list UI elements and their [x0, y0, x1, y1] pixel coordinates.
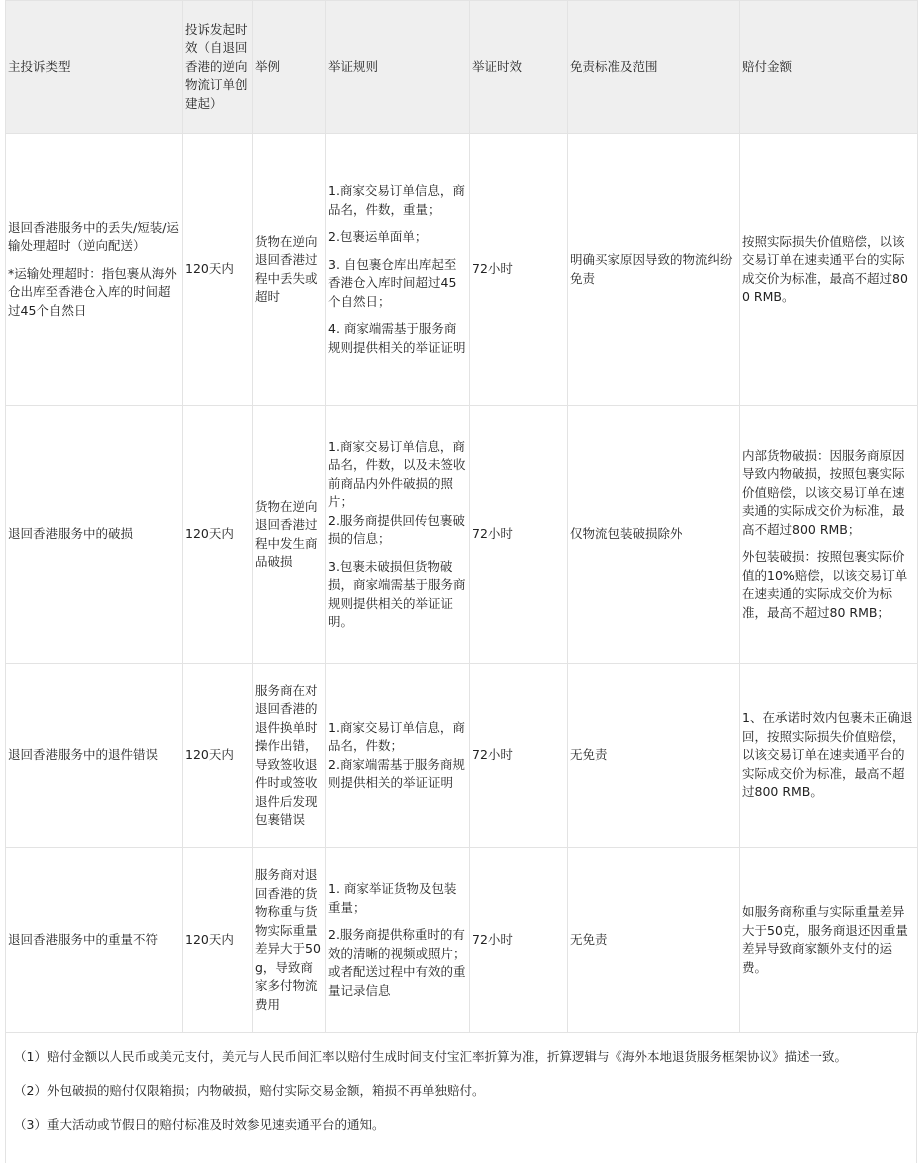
amount-cell	[740, 848, 918, 1033]
cell-paragraph: 退回香港服务中的重量不符	[8, 931, 159, 947]
example-cell: 货物在逆向退回香港过程中丢失或超时	[253, 134, 326, 406]
exemption-cell: 无免责	[568, 664, 740, 848]
header-cell: 免责标准及范围	[568, 1, 740, 134]
cell-paragraph: 如服务商称重与实际重量差异大于50克，服务商退还因重量差异导致商家额外支付的运费。	[742, 904, 908, 975]
example-cell: 服务商对退回香港的货物称重与货物实际重量差异大于50g，导致商家多付物流费用	[253, 848, 326, 1033]
notes-section	[5, 1032, 917, 1163]
table-row	[6, 664, 918, 848]
evidence-cell	[326, 134, 470, 406]
amount-cell	[740, 134, 918, 406]
exemption-cell: 仅物流包装破损除外	[568, 406, 740, 664]
evidence-time-cell: 72小时	[470, 134, 568, 406]
header-cell: 赔付金额	[740, 1, 918, 134]
complaint-type-cell	[6, 134, 183, 406]
evidence-time-cell: 72小时	[470, 664, 568, 848]
cell-paragraph: 按照实际损失价值赔偿，以该交易订单在速卖通平台的实际成交价为标准，最高不超过800 RMB。	[742, 233, 908, 304]
note-item: （3）重大活动或节假日的赔付标准及时效参见速卖通平台的通知。	[14, 1117, 385, 1132]
time-limit-cell: 120天内	[183, 664, 253, 848]
exemption-cell: 无免责	[568, 848, 740, 1033]
cell-paragraph: 1.商家交易订单信息，商品名，件数； 2.商家端需基于服务商规则提供相关的举证证明	[328, 719, 465, 790]
header-cell: 投诉发起时效（自退回香港的逆向物流订单创建起）	[183, 1, 253, 134]
cell-paragraph: 3. 自包裹仓库出库起至香港仓入库时间超过45个自然日；	[328, 256, 457, 309]
cell-paragraph: 1.商家交易订单信息，商品名，件数，以及未签收前商品内外件破损的照片；	[328, 438, 466, 509]
time-limit-cell: 120天内	[183, 848, 253, 1033]
exemption-cell: 明确买家原因导致的物流纠纷免责	[568, 134, 740, 406]
cell-paragraph: 内部货物破损：因服务商原因导致内物破损，按照包裹实际价值赔偿，以该交易订单在速卖通的实际成交价为标准，最高不超过800 RMB；	[742, 447, 905, 537]
cell-paragraph: 2.服务商提供回传包裹破损的信息；	[328, 512, 465, 546]
complaint-type-cell	[6, 664, 183, 848]
evidence-cell	[326, 664, 470, 848]
header-row	[6, 1, 918, 134]
complaint-type-cell	[6, 848, 183, 1033]
cell-paragraph: 1.商家交易订单信息，商品名，件数，重量；	[328, 183, 465, 217]
table-row	[6, 406, 918, 664]
header-cell: 举证规则	[326, 1, 470, 134]
evidence-cell	[326, 848, 470, 1033]
cell-paragraph: 退回香港服务中的破损	[8, 526, 134, 542]
amount-cell	[740, 406, 918, 664]
evidence-cell	[326, 406, 470, 664]
table-row	[6, 848, 918, 1033]
cell-paragraph: *运输处理超时：指包裹从海外仓出库至香港仓入库的时间超过45个自然日	[8, 265, 177, 318]
cell-paragraph: 退回香港服务中的丢失/短装/运输处理超时（逆向配送）	[8, 219, 179, 254]
evidence-time-cell: 72小时	[470, 848, 568, 1033]
cell-paragraph: 2.包裹运单面单；	[328, 229, 428, 244]
complaint-type-cell	[6, 406, 183, 664]
evidence-time-cell: 72小时	[470, 406, 568, 664]
note-item: （1）赔付金额以人民币或美元支付，美元与人民币间汇率以赔付生成时间支付宝汇率折算为准，折算逻辑与《海外本地退货服务框架协议》描述一致。	[14, 1049, 847, 1064]
cell-paragraph: 4. 商家端需基于服务商规则提供相关的举证证明	[328, 321, 466, 355]
table-row	[6, 134, 918, 406]
header-cell: 举证时效	[470, 1, 568, 134]
cell-paragraph: 退回香港服务中的退件错误	[8, 747, 159, 763]
example-cell: 服务商在对退回香港的退件换单时操作出错，导致签收退件时或签收退件后发现包裹错误	[253, 664, 326, 848]
cell-paragraph: 1、在承诺时效内包裹未正确退回，按照实际损失价值赔偿，以该交易订单在速卖通平台的实际成交价为标准，最高不超过800 RMB。	[742, 710, 913, 800]
cell-paragraph: 3.包裹未破损但货物破损，商家端需基于服务商规则提供相关的举证证明。	[328, 558, 466, 629]
amount-cell	[740, 664, 918, 848]
header-cell: 主投诉类型	[6, 1, 183, 134]
time-limit-cell: 120天内	[183, 134, 253, 406]
cell-paragraph: 外包装破损：按照包裹实际价值的10%赔偿，以该交易订单在速卖通的实际成交价为标准，最高不超过80 RMB；	[742, 549, 908, 620]
header-cell: 举例	[253, 1, 326, 134]
cell-paragraph: 2.服务商提供称重时的有效的清晰的视频或照片；或者配送过程中有效的重量记录信息	[328, 927, 466, 998]
note-item: （2）外包破损的赔付仅限箱损；内物破损，赔付实际交易金额，箱损不再单独赔付。	[14, 1083, 485, 1098]
cell-paragraph: 1. 商家举证货物及包装重量；	[328, 881, 457, 915]
example-cell: 货物在逆向退回香港过程中发生商品破损	[253, 406, 326, 664]
compensation-table	[5, 0, 918, 1033]
time-limit-cell: 120天内	[183, 406, 253, 664]
